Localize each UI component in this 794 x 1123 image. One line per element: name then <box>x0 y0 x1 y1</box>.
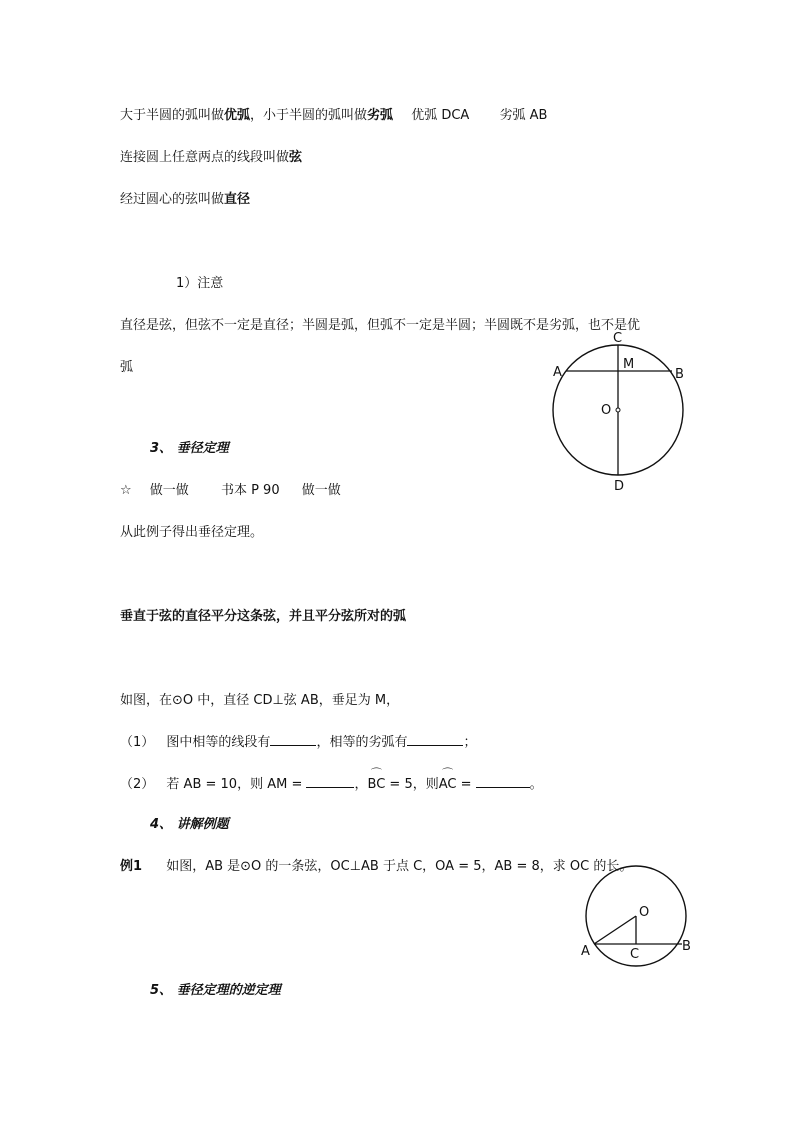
exercise-q2 <box>120 775 543 793</box>
label-c: C <box>613 331 623 346</box>
definition-text: 大于半圆的弧叫做 <box>120 108 225 123</box>
definition-text: ，小于半圆的弧叫做 <box>250 108 368 123</box>
arc-ac: ⌒ AC <box>439 777 457 793</box>
exercise-q1 <box>120 733 476 751</box>
definition-chord <box>120 150 302 166</box>
arc-bc: ⌒ BC <box>368 777 386 793</box>
q1-text: ，相等的劣弧有 <box>316 735 408 750</box>
derive-text: 从此例子得出垂径定理。 <box>120 525 264 540</box>
example-text: 如图，AB 是⊙O 的一条弦，OC⊥AB 于点 C，OA = 5，AB = 8，求 OC 的长。 <box>166 859 633 874</box>
q1-text: 图中相等的线段有 <box>166 735 271 750</box>
example-minor-arc: 劣弧 AB <box>499 108 548 123</box>
q2-text: = <box>460 777 472 792</box>
q2-number: （2） <box>120 777 155 792</box>
center-point <box>616 408 620 412</box>
label-b: B <box>682 939 691 954</box>
circle-o <box>553 345 683 475</box>
note-text-line2: 弧 <box>120 360 134 375</box>
example-major-arc: 优弧 DCA <box>411 108 470 123</box>
definition-text: 连接圆上任意两点的线段叫做 <box>120 150 290 165</box>
term-diameter: 直径 <box>224 192 251 207</box>
label-a: A <box>581 944 590 959</box>
note-text-line1: 直径是弦，但弦不一定是直径；半圆是弧，但弧不一定是半圆；半圆既不是劣弧，也不是优 <box>120 318 641 333</box>
q1-text: ； <box>463 735 477 750</box>
activity-line <box>120 483 341 499</box>
label-c: C <box>630 947 640 962</box>
term-minor-arc: 劣弧 <box>367 108 394 123</box>
label-a: A <box>553 365 562 380</box>
q1-number: （1） <box>120 735 155 750</box>
label-o: O <box>639 905 650 920</box>
q2-text: = 5，则 <box>389 777 439 792</box>
answer-blank[interactable] <box>306 775 354 788</box>
term-chord: 弦 <box>289 150 303 165</box>
answer-blank[interactable] <box>476 775 530 788</box>
answer-blank[interactable] <box>270 733 316 746</box>
q2-text: ， <box>354 777 368 792</box>
label-d: D <box>614 479 625 494</box>
example-1 <box>120 859 632 875</box>
heading-section-4: 4、 讲解例题 <box>150 817 229 832</box>
example-label: 例1 <box>120 859 143 874</box>
exercise-intro: 如图，在⊙O 中，直径 CD⊥弦 AB，垂足为 M， <box>120 693 400 708</box>
definition-diameter <box>120 192 250 208</box>
label-m: M <box>623 357 635 372</box>
segment-oa <box>594 916 636 944</box>
definition-text: 经过圆心的弦叫做 <box>120 192 225 207</box>
circle-o <box>586 866 686 966</box>
heading-section-3: 3、 垂径定理 <box>150 441 229 456</box>
definition-arc <box>120 108 547 124</box>
note-title: 1）注意 <box>176 276 224 291</box>
q2-text: 若 AB = 10，则 AM = <box>166 777 303 792</box>
answer-blank[interactable] <box>407 733 463 746</box>
activity-a: 做一做 <box>149 483 189 498</box>
q2-text: 。 <box>529 777 543 792</box>
heading-section-5: 5、 垂径定理的逆定理 <box>150 983 281 998</box>
activity-c: 做一做 <box>301 483 341 498</box>
theorem-statement: 垂直于弦的直径平分这条弦，并且平分弦所对的弧 <box>120 609 407 624</box>
star-icon: ☆ <box>120 483 132 498</box>
label-o: O <box>601 403 612 418</box>
term-major-arc: 优弧 <box>224 108 251 123</box>
label-b: B <box>675 367 684 382</box>
activity-book-page: 书本 P 90 <box>220 483 280 498</box>
